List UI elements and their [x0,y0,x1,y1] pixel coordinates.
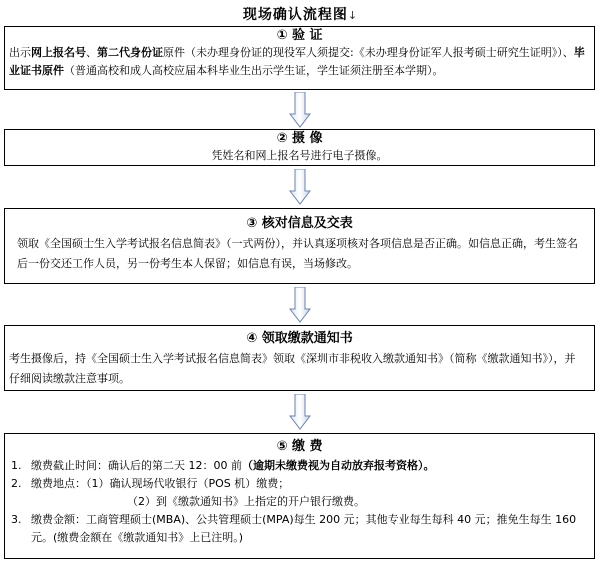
payment-deadline-warning: （逾期未缴费视为自动放弃报考资格）。 [242,459,435,472]
payment-item-amount [5,511,594,547]
step-payment-box [4,433,595,559]
down-arrow-icon [289,169,311,205]
list-number: 3. [11,513,22,526]
step-verify-text [5,44,594,80]
step-check-box [4,208,595,284]
step-verify-box [4,26,595,90]
down-arrow-icon [289,287,311,323]
step-photo-box [4,129,595,166]
payment-list [5,457,594,547]
step-photo-text: 凭姓名和网上报名号进行电子摄像。 [211,149,388,162]
payment-deadline-text: 缴费截止时间：确认后的第二天 12：00 前 [31,459,242,472]
page-title: 现场确认流程图↓ [242,7,359,23]
payment-item-location [5,475,594,511]
verify-text-part: 原件（未办理身份证的现役军人须提交:《未办理身份证军人报考硕士研究生证明》）、 [163,46,574,59]
step-notice-box [4,325,595,391]
step-check-text: 领取《全国硕士生入学考试报名信息简表》（一式两份），并认真逐项核对各项信息是否正确。如信息正确，考生签名后一份交还工作人员，另一份考生本人保留；如信息有误，当场修改。 [17,237,578,270]
verify-text-part: （普通高校和成人高校应届本科毕业生出示学生证，学生证须注册至本学期）。 [64,64,444,77]
payment-amount-text: 缴费金额：工商管理硕士(MBA)、公共管理硕士(MPA)每生 200 元；其他专业每生每科 40 元；推免生每生 160 元。(缴费金额在《缴款通知书》上已注明。) [31,513,577,544]
return-mark-icon: ↓ [347,9,359,22]
step-photo-heading: ② 摄 像 [276,131,323,146]
step-payment-heading: ⑤ 缴 费 [276,439,323,454]
payment-location-sub: （2）到《缴款通知书》上指定的开户银行缴费。 [127,495,365,508]
verify-text-part: 、 [86,46,97,59]
payment-item-deadline [5,457,594,475]
step-verify-heading: ① 验 证 [276,28,323,43]
step-notice-text: 考生摄像后，持《全国硕士生入学考试报名信息简表》领取《深圳市非税收入缴款通知书》（简称《缴款通知书》），并仔细阅读缴款注意事项。 [9,352,576,385]
down-arrow-icon [289,92,311,128]
down-arrow-icon [289,394,311,430]
verify-text-diploma: 毕业证书原件 [9,46,585,77]
verify-text-part: 出示 [9,46,31,59]
verify-text-id-card: 第二代身份证 [97,46,163,59]
verify-text-reg-number: 网上报名号 [31,46,86,59]
list-number: 2. [11,477,22,490]
step-notice-heading: ④ 领取缴款通知书 [246,331,353,346]
payment-location-text: 缴费地点：（1）确认现场代收银行（POS 机）缴费； [31,477,290,490]
step-check-heading: ③ 核对信息及交表 [246,216,353,231]
list-number: 1. [11,459,22,472]
